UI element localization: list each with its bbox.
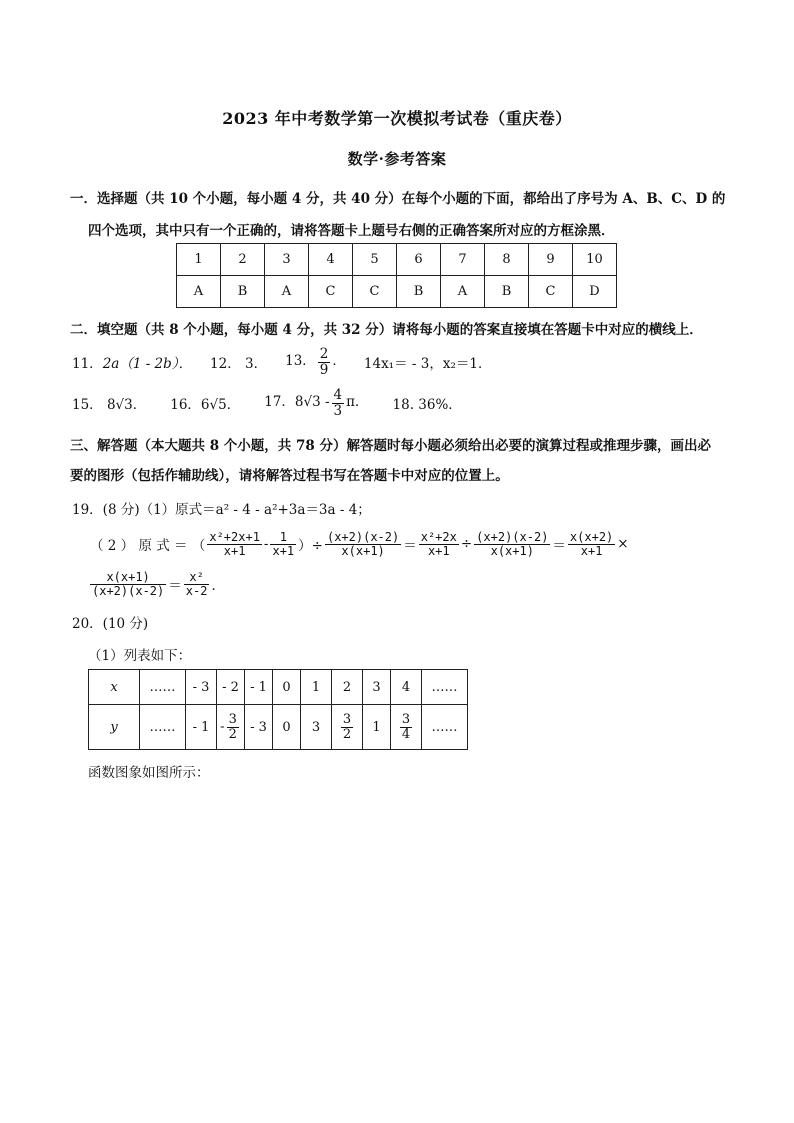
answer-choice-cell: C bbox=[529, 276, 573, 308]
answer-number-cell: 1 bbox=[177, 244, 221, 276]
q19-fraction-4: $\frac{\text{x²+2x}}{x+1}$ bbox=[420, 529, 457, 558]
answer-choice-cell: C bbox=[309, 276, 353, 308]
x-value-cell: …… bbox=[422, 670, 468, 705]
q19-fraction-2: $\frac{1}{x+1}$ bbox=[272, 529, 295, 558]
x-value-cell: - 3 bbox=[186, 670, 217, 705]
q15-answer: 15． 8√3． bbox=[72, 397, 147, 413]
x-value-cell: 2 bbox=[332, 670, 363, 705]
q19-fraction-6: $\frac{x(x+2)}{x+1}$ bbox=[569, 529, 614, 558]
x-value-cell: 1 bbox=[301, 670, 332, 705]
equals-sign: ＝ bbox=[168, 578, 182, 594]
answer-choice-cell: A bbox=[177, 276, 221, 308]
q19-fraction-3: $\frac{(x+2)(x-2)}{x(x+1)}$ bbox=[326, 529, 400, 558]
q14-answer: 14x₁＝ - 3，x₂＝1． bbox=[363, 356, 492, 372]
answer-number-cell: 10 bbox=[573, 244, 617, 276]
y-value-cell: 0 bbox=[273, 705, 301, 750]
y-value-cell: 3 bbox=[301, 705, 332, 750]
close-paren: ）÷ bbox=[298, 538, 323, 554]
y-value-cell: …… bbox=[422, 705, 468, 750]
y-value-cell bbox=[391, 705, 422, 750]
q19-part1: 19．(8 分)（1）原式＝a² - 4 - a²+3a＝3a - 4； bbox=[72, 502, 371, 518]
section2-header: 二．填空题（共 8 个小题，每小题 4 分，共 32 分）请将每小题的答案直接填在答题卡中对应的横线上． bbox=[70, 322, 703, 338]
page-subtitle: 数学·参考答案 bbox=[347, 150, 447, 168]
answer-choice-cell: B bbox=[485, 276, 529, 308]
y-label-cell: y bbox=[89, 705, 140, 750]
answer-number-cell: 9 bbox=[529, 244, 573, 276]
q19-fraction-5: $\frac{(x+2)(x-2)}{x(x+1)}$ bbox=[476, 529, 549, 558]
answer-choice-cell: C bbox=[353, 276, 397, 308]
q18-answer: 18. 36%． bbox=[392, 397, 462, 413]
y-value-cell: 1 bbox=[363, 705, 391, 750]
equals-sign: ＝ bbox=[552, 538, 566, 554]
q17-fraction: $\frac{4}{3}$ bbox=[333, 387, 343, 419]
fill-in-answers-row2 bbox=[72, 387, 462, 419]
x-values-row bbox=[89, 670, 468, 705]
y-value-cell: - 3 bbox=[245, 705, 273, 750]
q13-answer: 13． $\frac{2}{9}$ ． bbox=[285, 346, 346, 378]
x-value-cell: - 2 bbox=[217, 670, 245, 705]
x-label-cell: x bbox=[89, 670, 140, 705]
answer-table-answers-row bbox=[177, 276, 617, 308]
q19-part2-line1 bbox=[90, 524, 629, 564]
function-value-table bbox=[88, 669, 468, 750]
y-value-cell: - $\frac{3}{2}$ bbox=[217, 705, 245, 750]
q13-fraction: $\frac{2}{9}$ bbox=[319, 346, 329, 378]
q17-answer: 17．8√3 - $\frac{4}{3}$ π． bbox=[264, 387, 369, 419]
answer-number-cell: 8 bbox=[485, 244, 529, 276]
y-value-cell bbox=[332, 705, 363, 750]
fraction: $\frac{3}{2}$ bbox=[342, 711, 352, 742]
q19-fraction-8: $\frac{\text{x²}}{x-2}$ bbox=[185, 569, 208, 598]
answer-number-cell: 5 bbox=[353, 244, 397, 276]
x-value-cell: 3 bbox=[363, 670, 391, 705]
q19-fraction-1: $\frac{\text{x²+2x+1}}{x+1}$ bbox=[209, 529, 260, 558]
q12-answer: 12． 3． bbox=[210, 356, 268, 372]
fraction: $\frac{3}{4}$ bbox=[401, 711, 411, 742]
answer-number-cell: 6 bbox=[397, 244, 441, 276]
y-values-row bbox=[89, 705, 468, 750]
q11-answer: 11．2a（1 - 2b）． bbox=[72, 356, 193, 372]
answer-choice-cell: B bbox=[397, 276, 441, 308]
answer-table bbox=[176, 243, 617, 308]
answer-choice-cell: A bbox=[265, 276, 309, 308]
answer-choice-cell: B bbox=[221, 276, 265, 308]
times-sign: × bbox=[617, 536, 629, 552]
answer-number-cell: 7 bbox=[441, 244, 485, 276]
y-value-cell: …… bbox=[140, 705, 186, 750]
q16-answer: 16．6√5． bbox=[170, 397, 241, 413]
answer-table-numbers-row bbox=[177, 244, 617, 276]
x-value-cell: …… bbox=[140, 670, 186, 705]
q19-fraction-7: $\frac{x(x+1)}{(x+2)(x-2)}$ bbox=[92, 569, 165, 598]
answer-choice-cell: D bbox=[573, 276, 617, 308]
answer-number-cell: 3 bbox=[265, 244, 309, 276]
answer-number-cell: 4 bbox=[309, 244, 353, 276]
equals-sign: ＝ bbox=[403, 538, 417, 554]
x-value-cell: 0 bbox=[273, 670, 301, 705]
y-value-cell: - 1 bbox=[186, 705, 217, 750]
answer-choice-cell: A bbox=[441, 276, 485, 308]
graph-note: 函数图象如图所示： bbox=[88, 765, 210, 781]
q20-label: 20．(10 分) bbox=[72, 616, 149, 632]
page-title: 2023 年中考数学第一次模拟考试卷（重庆卷） bbox=[222, 109, 572, 128]
q20-part1: （1）列表如下： bbox=[88, 648, 192, 664]
minus-sign: - bbox=[263, 536, 269, 552]
x-value-cell: 4 bbox=[391, 670, 422, 705]
fill-in-answers-row1 bbox=[72, 346, 491, 378]
q19-part2-label: （ 2 ） 原 式 ＝ （ bbox=[90, 538, 206, 554]
x-value-cell: - 1 bbox=[245, 670, 273, 705]
q19-part2-line2: $\frac{x(x+1)}{(x+2)(x-2)}$ ＝ $\frac{\text{x²}}{x-2}$ ． bbox=[92, 569, 225, 598]
answer-number-cell: 2 bbox=[221, 244, 265, 276]
divide-sign: ÷ bbox=[460, 536, 473, 552]
fraction: $\frac{3}{2}$ bbox=[228, 711, 237, 742]
